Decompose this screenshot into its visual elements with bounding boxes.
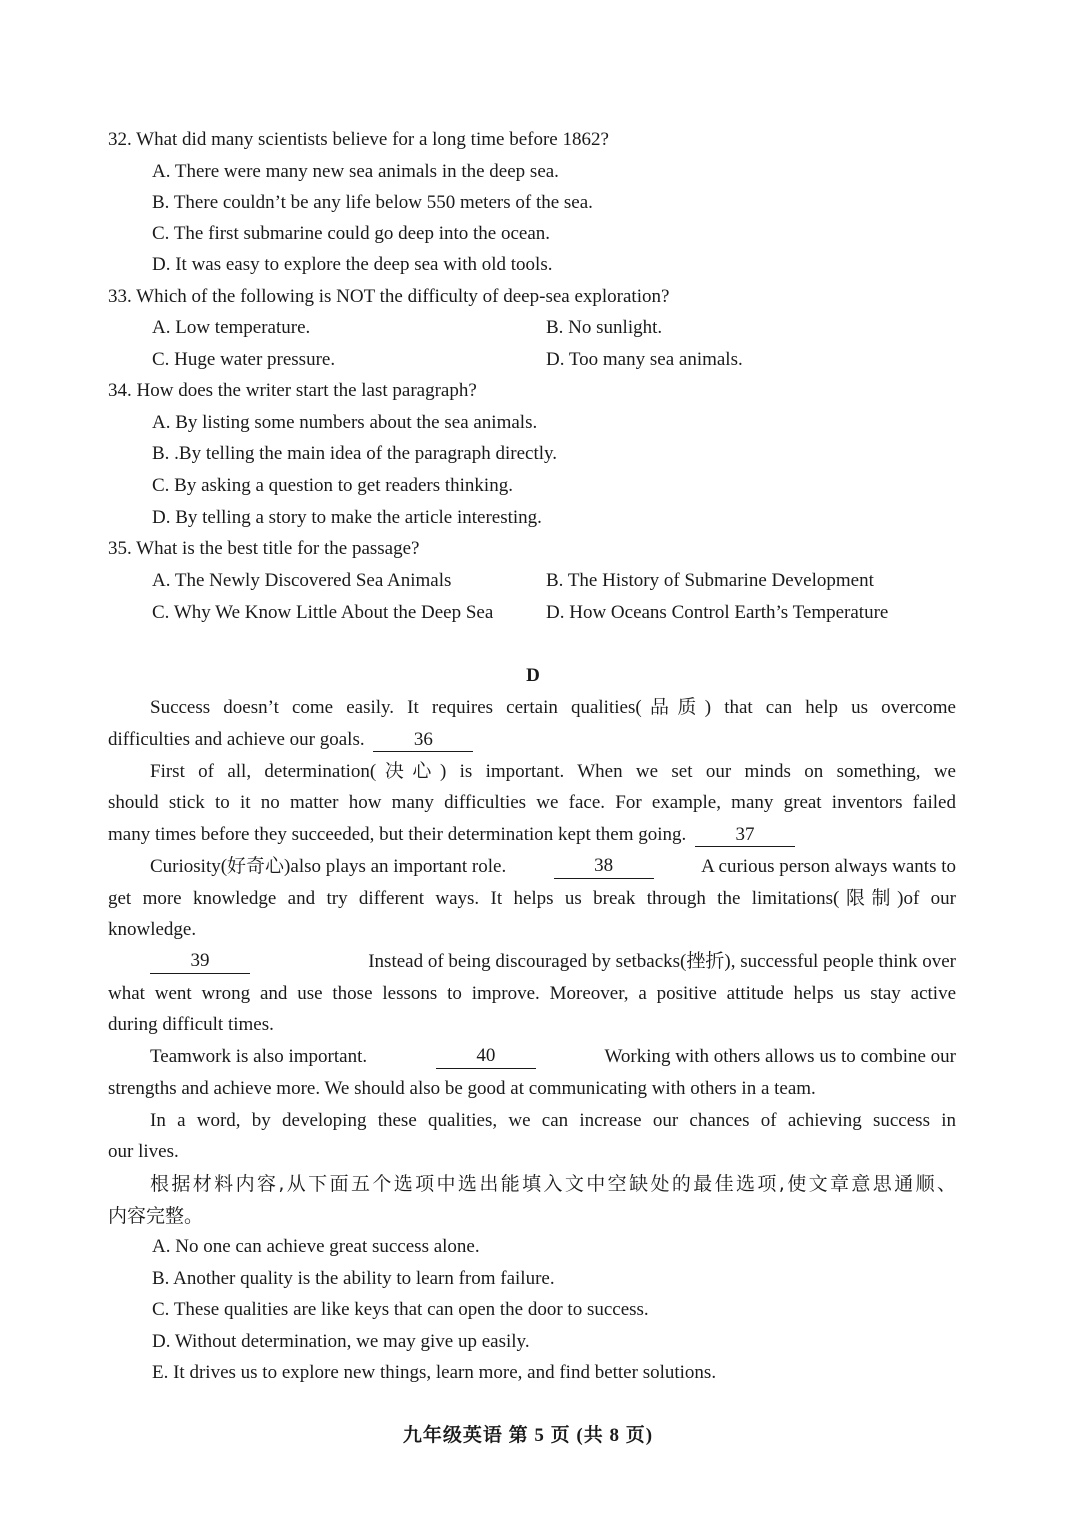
passage-p3-line2: get more knowledge and try different ways. It helps us break through the limitations(限制)of our <box>108 888 956 909</box>
answer-option-d: D. Without determination, we may give up easily. <box>152 1331 530 1352</box>
passage-p6-line1: In a word, by developing these qualities, we can increase our chances of achieving success in <box>150 1110 956 1131</box>
passage-p4-line1 <box>150 950 956 974</box>
passage-text: Working with others allows us to combine our <box>604 1046 956 1067</box>
question-34-option-a: A. By listing some numbers about the sea animals. <box>152 412 538 433</box>
instruction-line1: 根据材料内容,从下面五个选项中选出能填入文中空缺处的最佳选项,使文章意思通顺、 <box>150 1173 956 1195</box>
blank-38[interactable]: 38 <box>554 855 654 879</box>
passage-p4-line2: what went wrong and use those lessons to improve. Moreover, a positive attitude helps us stay active <box>108 983 956 1004</box>
question-32-option-d: D. It was easy to explore the deep sea with old tools. <box>152 254 553 275</box>
question-34-option-b: B. .By telling the main idea of the paragraph directly. <box>152 443 558 464</box>
question-33-option-b: B. No sunlight. <box>546 317 663 338</box>
question-35-option-a: A. The Newly Discovered Sea Animals <box>152 570 452 591</box>
question-34-option-d: D. By telling a story to make the article interesting. <box>152 507 542 528</box>
passage-text: A curious person always wants to <box>701 856 956 877</box>
answer-option-c: C. These qualities are like keys that can open the door to success. <box>152 1299 649 1320</box>
passage-p1-line1: Success doesn’t come easily. It requires certain qualities(品质) that can help us overcome <box>150 697 956 718</box>
passage-text: Curiosity(好奇心)also plays an important role. <box>150 856 507 877</box>
question-32-option-c: C. The first submarine could go deep into the ocean. <box>152 223 551 244</box>
question-34-stem: 34. How does the writer start the last paragraph? <box>108 380 477 401</box>
instruction-line2: 内容完整。 <box>108 1205 204 1227</box>
blank-37[interactable]: 37 <box>695 824 795 847</box>
question-33-stem: 33. Which of the following is NOT the difficulty of deep-sea exploration? <box>108 286 670 307</box>
question-35-option-d: D. How Oceans Control Earth’s Temperature <box>546 602 889 623</box>
passage-p1-line2 <box>108 728 477 752</box>
passage-text: difficulties and achieve our goals. <box>108 729 365 750</box>
passage-text: Teamwork is also important. <box>150 1046 368 1067</box>
passage-p3-line1 <box>150 855 956 879</box>
passage-p2-line1: First of all, determination(决心) is important. When we set our minds on something, we <box>150 761 956 782</box>
passage-p6-line2: our lives. <box>108 1141 179 1162</box>
passage-p2-line3 <box>108 823 799 847</box>
question-35-option-b: B. The History of Submarine Development <box>546 570 874 591</box>
section-heading: D <box>526 665 540 686</box>
blank-39[interactable]: 39 <box>150 950 250 974</box>
answer-option-b: B. Another quality is the ability to learn from failure. <box>152 1268 555 1289</box>
question-33-option-a: A. Low temperature. <box>152 317 311 338</box>
passage-p2-line2: should stick to it no matter how many difficulties we face. For example, many great inventors failed <box>108 792 956 813</box>
answer-option-a: A. No one can achieve great success alone. <box>152 1236 480 1257</box>
question-33-option-d: D. Too many sea animals. <box>546 349 743 370</box>
question-32-option-a: A. There were many new sea animals in the deep sea. <box>152 161 559 182</box>
question-32-option-b: B. There couldn’t be any life below 550 meters of the sea. <box>152 192 593 213</box>
passage-text: many times before they succeeded, but their determination kept them going. <box>108 824 687 845</box>
passage-text: Instead of being discouraged by setbacks(挫折), successful people think over <box>368 951 956 972</box>
blank-36[interactable]: 36 <box>373 729 473 752</box>
answer-option-e: E. It drives us to explore new things, learn more, and find better solutions. <box>152 1362 717 1383</box>
passage-p3-line3: knowledge. <box>108 919 197 940</box>
passage-p5-line2: strengths and achieve more. We should also be good at communicating with others in a team. <box>108 1078 816 1099</box>
passage-p4-line3: during difficult times. <box>108 1014 274 1035</box>
page-footer: 九年级英语 第 5 页 (共 8 页) <box>402 1425 654 1446</box>
question-35-stem: 35. What is the best title for the passage? <box>108 538 420 559</box>
blank-40[interactable]: 40 <box>436 1045 536 1069</box>
question-34-option-c: C. By asking a question to get readers thinking. <box>152 475 513 496</box>
question-35-option-c: C. Why We Know Little About the Deep Sea <box>152 602 494 623</box>
passage-p5-line1 <box>150 1045 956 1069</box>
question-32-stem: 32. What did many scientists believe for a long time before 1862? <box>108 129 609 150</box>
question-33-option-c: C. Huge water pressure. <box>152 349 336 370</box>
